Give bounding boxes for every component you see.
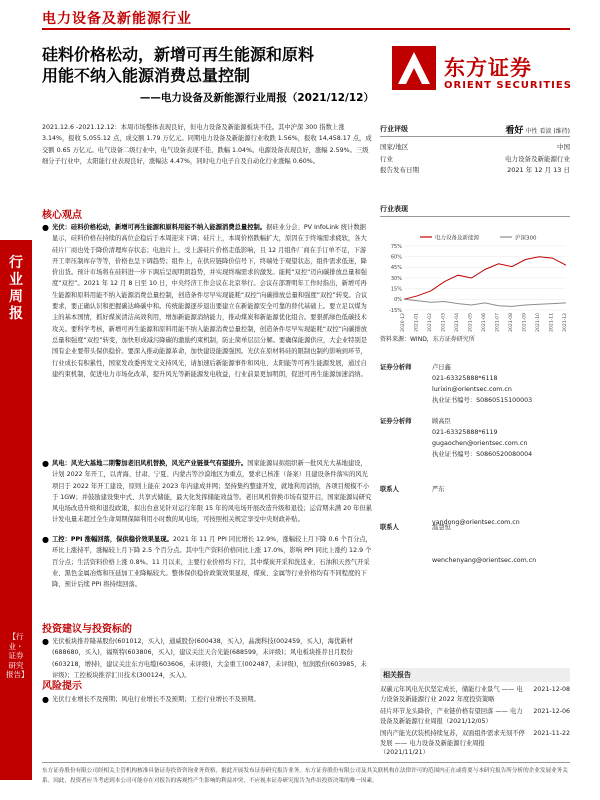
header-divider bbox=[42, 28, 570, 30]
related-title: 相关报告 bbox=[380, 668, 570, 682]
rating-label: 行业评级 bbox=[380, 125, 408, 133]
x-tick-label: 2021-03 bbox=[441, 313, 447, 332]
bullet-dot-icon: ● bbox=[42, 535, 49, 544]
rating-block bbox=[380, 122, 570, 176]
bullet-dot-icon: ● bbox=[42, 695, 49, 704]
analyst-cert: 执业证书编号：S0860520080004 bbox=[432, 451, 533, 458]
bullet-head: 光伏：硅料价格松动，新增可再生能源和原料用能不纳入能源消费总量控制。 bbox=[52, 224, 267, 231]
title-line-1: 硅料价格松动，新增可再生能源和原料 bbox=[42, 45, 315, 64]
related-text: 双碳元年风电光伏坚定成长，储能行业景气 —— 电力设备及新能源行业 2022 年度投资策略 bbox=[380, 686, 523, 703]
related-date: 2021-12-08 bbox=[533, 686, 570, 693]
report-subtitle: ——电力设备及新能源行业周报（2021/12/12） bbox=[139, 92, 374, 104]
series-line bbox=[404, 299, 566, 306]
section-targets: 投资建议与投资标的 bbox=[42, 624, 132, 635]
bullet-dot-icon: ● bbox=[42, 223, 49, 232]
risk-text: 光伏行业增长不及预期；风电行业增长不及预期；工控行业增长不及预期。 bbox=[52, 696, 260, 703]
contact-name: 温慧恒 bbox=[432, 524, 451, 531]
country-label: 国家/地区 bbox=[380, 143, 409, 152]
bullet-industrial-control bbox=[42, 534, 372, 614]
x-tick-label: 2021-07 bbox=[495, 313, 501, 332]
x-tick-label: 2021-10 bbox=[536, 313, 541, 332]
bullet-dot-icon: ● bbox=[42, 637, 49, 646]
contact-email[interactable]: wenchenyang@orientsec.com.cn bbox=[432, 557, 537, 564]
bullet-wind bbox=[42, 458, 372, 528]
sidebar-vertical-label: 【行业・证券研究报告】 bbox=[6, 632, 29, 679]
related-date: 2021-12-06 bbox=[533, 708, 570, 715]
industry-header: 电力设备及新能源行业 bbox=[42, 11, 192, 27]
x-tick-label: 2021-09 bbox=[522, 313, 528, 332]
x-tick-label: 2021-02 bbox=[428, 313, 433, 332]
x-tick-label: 2020-12 bbox=[401, 313, 406, 332]
rating-options: 中性 看淡 (维持) bbox=[525, 127, 570, 135]
analyst-phone: 021-63325888*6118 bbox=[432, 375, 498, 382]
bullet-body: 国家能源局拟组织新一批风光大基地建设，计划 2022 年开工，以青海、甘肃、宁夏、内蒙古等沙漠地区为重点，要求已核准（备案）且建设条件落实的风光项目于 2022 年开工建设，原则上能在 2023 年内建成并网；坚持集约整建开发，就地利用消纳，各项目规模不小于 1GW；并鼓励建设集中式、共享式储能，最大化发挥储能效益等。老旧风机替换市场有望开启，国家能源局研究风电场改造升级和退役政策，拟出台意见针对运行年限 15 年的风电场开展改造升级和退役；运营期未满 20 年但累计发电量未超过全生命周期保障利用小时数的风电场，可按照相关规定享受中央财政补贴。 bbox=[52, 460, 372, 524]
bullet-head: 风电：风光大基地二期警加老旧风机替换，风光产业链景气有望提升。 bbox=[52, 460, 248, 467]
related-date: 2021-11-22 bbox=[533, 730, 570, 737]
y-tick-label: 0% bbox=[394, 297, 402, 304]
analyst-1 bbox=[380, 362, 570, 406]
analyst-name: 卢日鑫 bbox=[432, 364, 451, 371]
industry-label: 行业 bbox=[380, 154, 393, 163]
x-tick-label: 2021-05 bbox=[468, 313, 474, 332]
sidebar-label: 行业周报 bbox=[9, 255, 23, 322]
summary-paragraph: 2021.12.6 -2021.12.12：本周市场整体表现良好，但电力设备及新能源板块不佳。其中沪深 300 指数上涨 3.14%，报收 5,055.12 点，成交额 1.79 万亿元。同期电力设备及新能源行业收跌 1.56%，报收 14,458.17 点，成交额 0.65 万亿元。电气设备二级行业中，电气设备表现不佳，跌幅 1.04%。电源设备表现良好，涨幅 2.59%。三级细分子行业中，太阳能行业表现良好，涨幅达 4.47%，同时电力电子自及自动化行业涨幅 0.60%。 bbox=[42, 124, 372, 165]
bullet-risk bbox=[42, 694, 372, 708]
section-core: 核心观点 bbox=[42, 210, 82, 221]
chart-title: 行业表现 bbox=[380, 205, 408, 213]
y-tick-label: 75% bbox=[390, 243, 402, 250]
related-item[interactable] bbox=[380, 707, 570, 726]
analyst-2 bbox=[380, 416, 570, 460]
analyst-role: 证券分析师 bbox=[380, 418, 412, 425]
x-tick-label: 2021-11 bbox=[549, 313, 555, 332]
bullet-body: 2021 年 11 月 PPI 同比增长 12.9%，涨幅较上月下降 0.6 个百分点，环比上涨持平，涨幅较上月下降 2.5 个百分点。其中生产资料价格同比上涨 17.0%，影响 PPI 同比上涨约 12.9 个百分点；生活资料价格上涨 0.8%。11 月以来，主要行业价格均下行，其中煤炭开采和洗选业、石油和天然气开采业、黑色金属冶炼和压延加工业降幅较大。整体保供稳价政策效果显现，煤炭、金属等行业价格均有不同程度的下降，预计后续 PPI 将持续回落。 bbox=[52, 536, 372, 589]
divider bbox=[380, 136, 570, 137]
date-label: 报告发布日期 bbox=[380, 166, 419, 175]
x-tick-label: 2021-01 bbox=[414, 313, 420, 332]
chart-source: 资料来源：WIND，东方证券研究所 bbox=[380, 336, 475, 343]
contact-role: 联系人 bbox=[380, 486, 399, 493]
related-reports bbox=[380, 668, 570, 758]
targets-text: 光伏板块推荐隆基股份(601012，买入)，通威股份(600438，买入)，晶澳科技(002459，买入)，海优新材(688680，买入)，福斯特(603806，买入)，建议关注天合光能(688599，未评级)；风电板块推荐日月股份(603218，增持)，建议关注东方电缆(603606，未评级)，大金重工(002487，未评级)，恒润股份(603985，未评级)；工控板块推荐汇川技术(300124，买入)。 bbox=[52, 638, 367, 679]
bullet-body: 据硅业分会、PV InfoLink 统计数据显示，硅料价格在持续的高位企稳后于本周迎来下调；硅片上，本周价格跌幅扩大，原因在于终端需求疲软，各大硅片厂商也处于降价清理库存状态；电池片上，受上游硅片价格走低影响，且 12 月组件厂商在手订单不足，下游开工率压制库存等等，价格也呈下调趋势；组件上，在供应链降价信号下，终端处于观望状态，组件需求低迷，降价出货。预计市场将在硅料进一步下调后呈现明朗趋势，并实现终端需求的激发。能耗“双控”迈向碳排放总量和强度“双控”。2021 年 12 月 8 日至 10 日，中央经济工作会议在北京举行。会议在部署明年工作时指出，新增可再生能源和原料用能不纳入能源消费总量控制，创造条件尽早实现能耗“双控”向碳排放总量和强度“双控”转变。合议要求，要正确认识和把握碳达峰碳中和。传统能源逐步退出要建立在新能源安全可靠的替代基础上。要立足以煤为主的基本国情，抓好煤炭清洁高效利用，增加新能源消纳能力，推动煤炭和新能源优化组合。要狠抓绿色低碳技术攻关。要科学考核，新增可再生能源和原料用能不纳入能源消费总量控制，创造条件尽早实现能耗“双控”向碳排放总量和强度“双控”转变，加快形成减污降碳的激励约束机制，防止简单层层分解。要确保能源供应，大企业特别是国有企业要带头保供稳价。要深入推动能源革命，加快建设能源强国。光伏在原材料硅的限制也制约影响到环节，行业成长有积累性，国家发改委再发文支持风光，请加速后新能源事件和风电、太阳能等可再生能源发展，通过自建约束机制，促进电力市场化改革，提升风光等新能源发电收益，行业前景更加明朗，促进可再生能源加速消纳。 bbox=[52, 224, 368, 378]
bullet-targets bbox=[42, 636, 372, 679]
title-line-2: 用能不纳入能源消费总量控制 bbox=[42, 66, 251, 85]
x-tick-label: 2021-04 bbox=[455, 313, 460, 332]
rating-value: 看好 bbox=[505, 125, 524, 136]
related-text: 硅片环节龙头降价，产业链价格有望回落 —— 电力设备及新能源行业周报（2021/12/05） bbox=[380, 708, 523, 725]
y-tick-label: 60% bbox=[390, 254, 402, 261]
y-tick-label: 45% bbox=[390, 265, 402, 272]
date-value: 2021 年 12 月 13 日 bbox=[507, 166, 570, 175]
industry-value: 电力设备及新能源行业 bbox=[505, 154, 570, 163]
x-tick-label: 2021-08 bbox=[509, 313, 514, 332]
y-tick-label: 15% bbox=[390, 286, 402, 293]
orient-logo-icon bbox=[390, 44, 438, 92]
logo-text-en: ORIENT SECURITIES bbox=[444, 80, 572, 91]
legend-label: 沪深300 bbox=[515, 235, 537, 242]
analyst-phone: 021-63325888*6119 bbox=[432, 429, 498, 436]
y-tick-label: -15% bbox=[389, 307, 402, 314]
x-tick-label: 2021-06 bbox=[482, 313, 487, 332]
x-tick-label: 2021-12 bbox=[563, 313, 568, 332]
bullet-head: 工控：PPI 涨幅回落，保供稳价效果显现。 bbox=[52, 536, 173, 543]
y-tick-label: 30% bbox=[390, 275, 402, 282]
country-value: 中国 bbox=[557, 143, 570, 152]
report-title bbox=[42, 44, 372, 86]
analyst-email[interactable]: lurixin@orientsec.com.cn bbox=[432, 386, 512, 393]
analyst-email[interactable]: gugaochen@orientsec.com.cn bbox=[432, 440, 528, 447]
divider bbox=[380, 216, 570, 217]
contact-2 bbox=[380, 522, 570, 566]
disclaimer: 东方证券股份有限公司经相关主管机构核准具备证券投资咨询业务资格，据此开展发布证券研究报告业务。东方证券股份有限公司及其关联机构在法律许可的范围内正在或将要与本研究报告所分析的企业发展业务关系。因此，投资者应当考虑到本公司可能存在对报告的客观性产生影响的利益冲突，不应视本证券研究报告为作出投资决策的唯一因素。 bbox=[42, 768, 568, 784]
footer-divider bbox=[42, 762, 570, 763]
bullet-dot-icon: ● bbox=[42, 459, 49, 468]
related-text: 国内产能光伏装机持续复苏，双面组件需求无刻不停发展 —— 电力设备及新能源行业周报（2021/11/21） bbox=[380, 730, 525, 756]
contact-role: 联系人 bbox=[380, 524, 399, 531]
logo-text-cn: 东方证券 bbox=[444, 56, 532, 80]
contact-name: 严东 bbox=[432, 486, 445, 493]
contact-email[interactable]: yandong@orientsec.com.cn bbox=[432, 519, 520, 526]
legend-label: 电力设备及新能源 bbox=[435, 235, 480, 242]
section-risk: 风险提示 bbox=[42, 681, 82, 692]
related-item[interactable] bbox=[380, 729, 570, 758]
analyst-cert: 执业证书编号：S0860515100003 bbox=[432, 397, 533, 404]
bullet-solar bbox=[42, 222, 372, 454]
related-item[interactable] bbox=[380, 685, 570, 704]
analyst-name: 顾高臣 bbox=[432, 418, 451, 425]
analyst-role: 证券分析师 bbox=[380, 364, 412, 371]
performance-chart bbox=[380, 232, 570, 332]
